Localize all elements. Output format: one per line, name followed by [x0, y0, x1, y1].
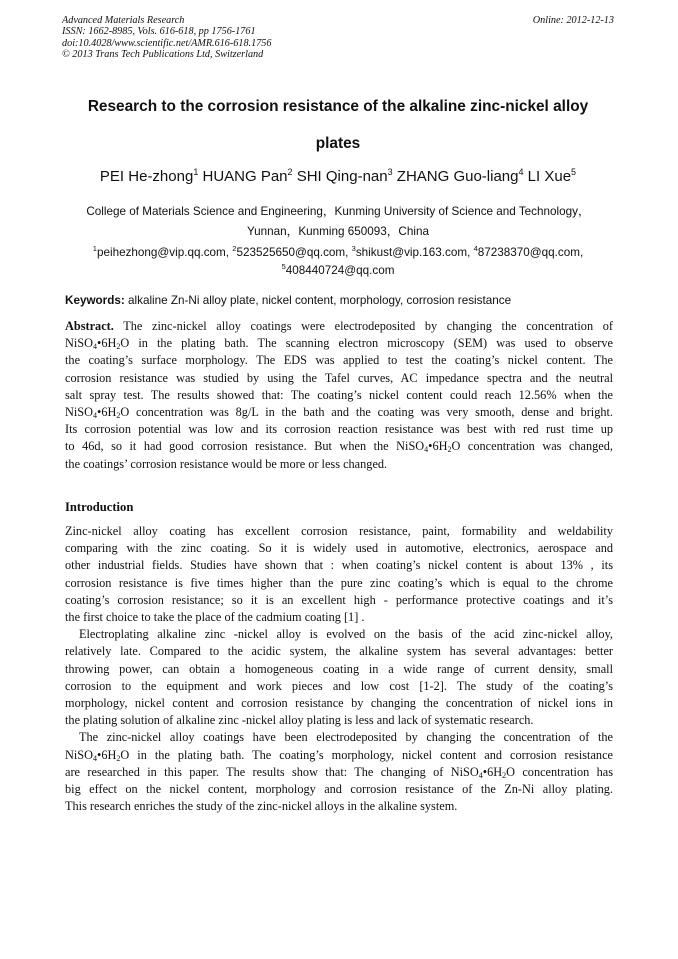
author-emails	[62, 242, 614, 279]
email-mark: 5	[281, 262, 286, 272]
email-address: peihezhong@vip.qq.com,	[96, 245, 233, 259]
abstract-label: Abstract.	[65, 319, 114, 333]
intro-line: The zinc-nickel alloy coatings have been electrodeposited by changing the concentration of the	[79, 730, 613, 745]
keywords-text: alkaline Zn-Ni alloy plate, nickel content, morphology, corrosion resistance	[124, 294, 512, 307]
abstract-line: Its corrosion potential was low and its corrosion reaction resistance was best with red rust time up	[65, 422, 613, 437]
author-mark: 1	[193, 167, 199, 177]
nickel-sulfate-formula: $NiSO_4•6H_2O$	[65, 747, 130, 763]
author-mark: 3	[387, 167, 393, 177]
abstract-line: to 46d, so it had good corrosion resistance. But when the $NiSO_4•6H_2O$ concentration was changed,	[65, 439, 613, 455]
email-address: 87238370@qq.com,	[477, 245, 584, 259]
intro-line: corrosion resistance is five times higher than the pure zinc coating’s which is equal to the chrome	[65, 575, 613, 590]
nickel-sulfate-formula: $NiSO_4•6H_2O$	[65, 405, 130, 421]
email-mark: 2	[232, 244, 237, 253]
emails-line-1	[62, 242, 614, 260]
abstract-line: corrosion resistance was studied by using the Tafel curves, AC impedance spectra and the neutral	[65, 370, 613, 385]
author-name: LI Xue	[523, 168, 572, 185]
intro-line: are researched in this paper. The results show that: The changing of $NiSO_4•6H_2O$ concentration has	[65, 764, 613, 780]
affiliation-line-2: Yunnan，Kunming 650093，China	[247, 225, 429, 238]
title-line-1: Research to the corrosion resistance of the alkaline zinc-nickel alloy	[87, 98, 589, 115]
author-name: SHI Qing-nan	[292, 168, 388, 185]
intro-line: corrosion to the equipment and work pieces and low cost [1-2]. The study of the coating’s	[65, 678, 613, 693]
issn-line: ISSN: 1662-8985, Vols. 616-618, pp 1756-1761	[62, 26, 256, 38]
intro-line: relatively late. Compared to the acidic system, the alkaline system has several advantages: better	[65, 644, 613, 659]
section-heading-introduction: Introduction	[65, 500, 134, 514]
online-date: Online: 2012-12-13	[532, 15, 614, 26]
intro-line: Zinc-nickel alloy coating has excellent corrosion resistance, paint, formability and weldability	[65, 524, 613, 538]
intro-line: morphology, nickel content and corrosion resistance by changing the concentration of nickel ions in	[65, 696, 613, 711]
emails-line-2	[62, 260, 614, 278]
intro-line: throwing power, can obtain a homogeneous coating in a wide range of current density, small	[65, 661, 613, 676]
nickel-sulfate-formula: $NiSO_4•6H_2O$	[65, 336, 130, 352]
author-name: HUANG Pan	[198, 168, 288, 185]
paper-title	[62, 88, 614, 162]
intro-line: Electroplating alkaline zinc -nickel alloy is evolved on the basis of the acid zinc-nickel alloy,	[79, 627, 613, 642]
intro-line: other industrial fields. Studies have shown that : when coating’s nickel content is about 13% , its	[65, 558, 613, 573]
nickel-sulfate-formula: $NiSO_4•6H_2O$	[396, 439, 461, 455]
intro-line: $NiSO_4•6H_2O$ in the plating bath. The coating’s morphology, nickel content and corrosion resistance	[65, 747, 613, 763]
abstract-line: the coatings’ corrosion resistance would be more or less changed.	[65, 456, 388, 471]
affiliation-line-1: College of Materials Science and Engineering，Kunming University of Science and Technology，	[86, 205, 590, 218]
author-name: ZHANG Guo-liang	[392, 168, 519, 185]
keywords	[65, 294, 615, 307]
abstract-line: $NiSO_4•6H_2O$ in the plating bath. The scanning electron microscopy (SEM) was used to observe	[65, 336, 613, 352]
email-address: 523525650@qq.com,	[236, 245, 352, 259]
introduction-body	[65, 523, 613, 815]
copyright-line: © 2013 Trans Tech Publications Ltd, Switzerland	[62, 49, 264, 61]
journal-name: Advanced Materials Research	[62, 15, 185, 26]
email-address: 408440724@qq.com	[285, 264, 395, 278]
email-address: shikust@vip.163.com,	[355, 245, 474, 259]
intro-line: the first choice to take the place of the cadmium coating [1] .	[65, 610, 365, 625]
abstract-line: Abstract. The zinc-nickel alloy coatings were electrodeposited by changing the concentration of	[65, 319, 613, 333]
abstract-line: $NiSO_4•6H_2O$ concentration was 8g/L in the bath and the coating was very smooth, dense and bright.	[65, 405, 613, 421]
author-mark: 2	[287, 167, 293, 177]
affiliation	[62, 202, 614, 242]
journal-metadata	[62, 15, 271, 61]
doi-line: doi:10.4028/www.scientific.net/AMR.616-618.1756	[62, 37, 272, 49]
author-list	[62, 167, 614, 185]
title-line-2: plates	[315, 135, 361, 152]
intro-line: This research enriches the study of the zinc-nickel alloys in the alkaline system.	[65, 799, 458, 814]
nickel-sulfate-formula: $NiSO_4•6H_2O$	[450, 764, 515, 780]
abstract-line: the coating’s surface morphology. The EDS was applied to test the coating’s nickel content. The	[65, 353, 613, 368]
abstract	[65, 318, 613, 473]
intro-line: comparing with the zinc coating. So it is widely used in automotive, electronics, aerospace and	[65, 541, 613, 556]
abstract-line: salt spray test. The results showed that: The coating’s nickel content could reach 12.56% when the	[65, 387, 613, 402]
intro-line: the plating solution of alkaline zinc -nickel alloy plating is less and lack of systematic research.	[65, 713, 534, 728]
email-mark: 3	[351, 244, 356, 253]
author-name: PEI He-zhong	[99, 168, 194, 185]
intro-line: coating’s corrosion resistance; so it is an excellent high - performance protective coatings and it’s	[65, 592, 613, 607]
email-mark: 1	[92, 244, 97, 253]
author-mark: 5	[571, 167, 577, 177]
email-mark: 4	[473, 244, 478, 253]
intro-line: big effect on the nickel content, morphology and corrosion resistance of the Zn-Ni alloy plating.	[65, 782, 613, 797]
keywords-label: Keywords:	[65, 294, 125, 307]
author-mark: 4	[518, 167, 524, 177]
